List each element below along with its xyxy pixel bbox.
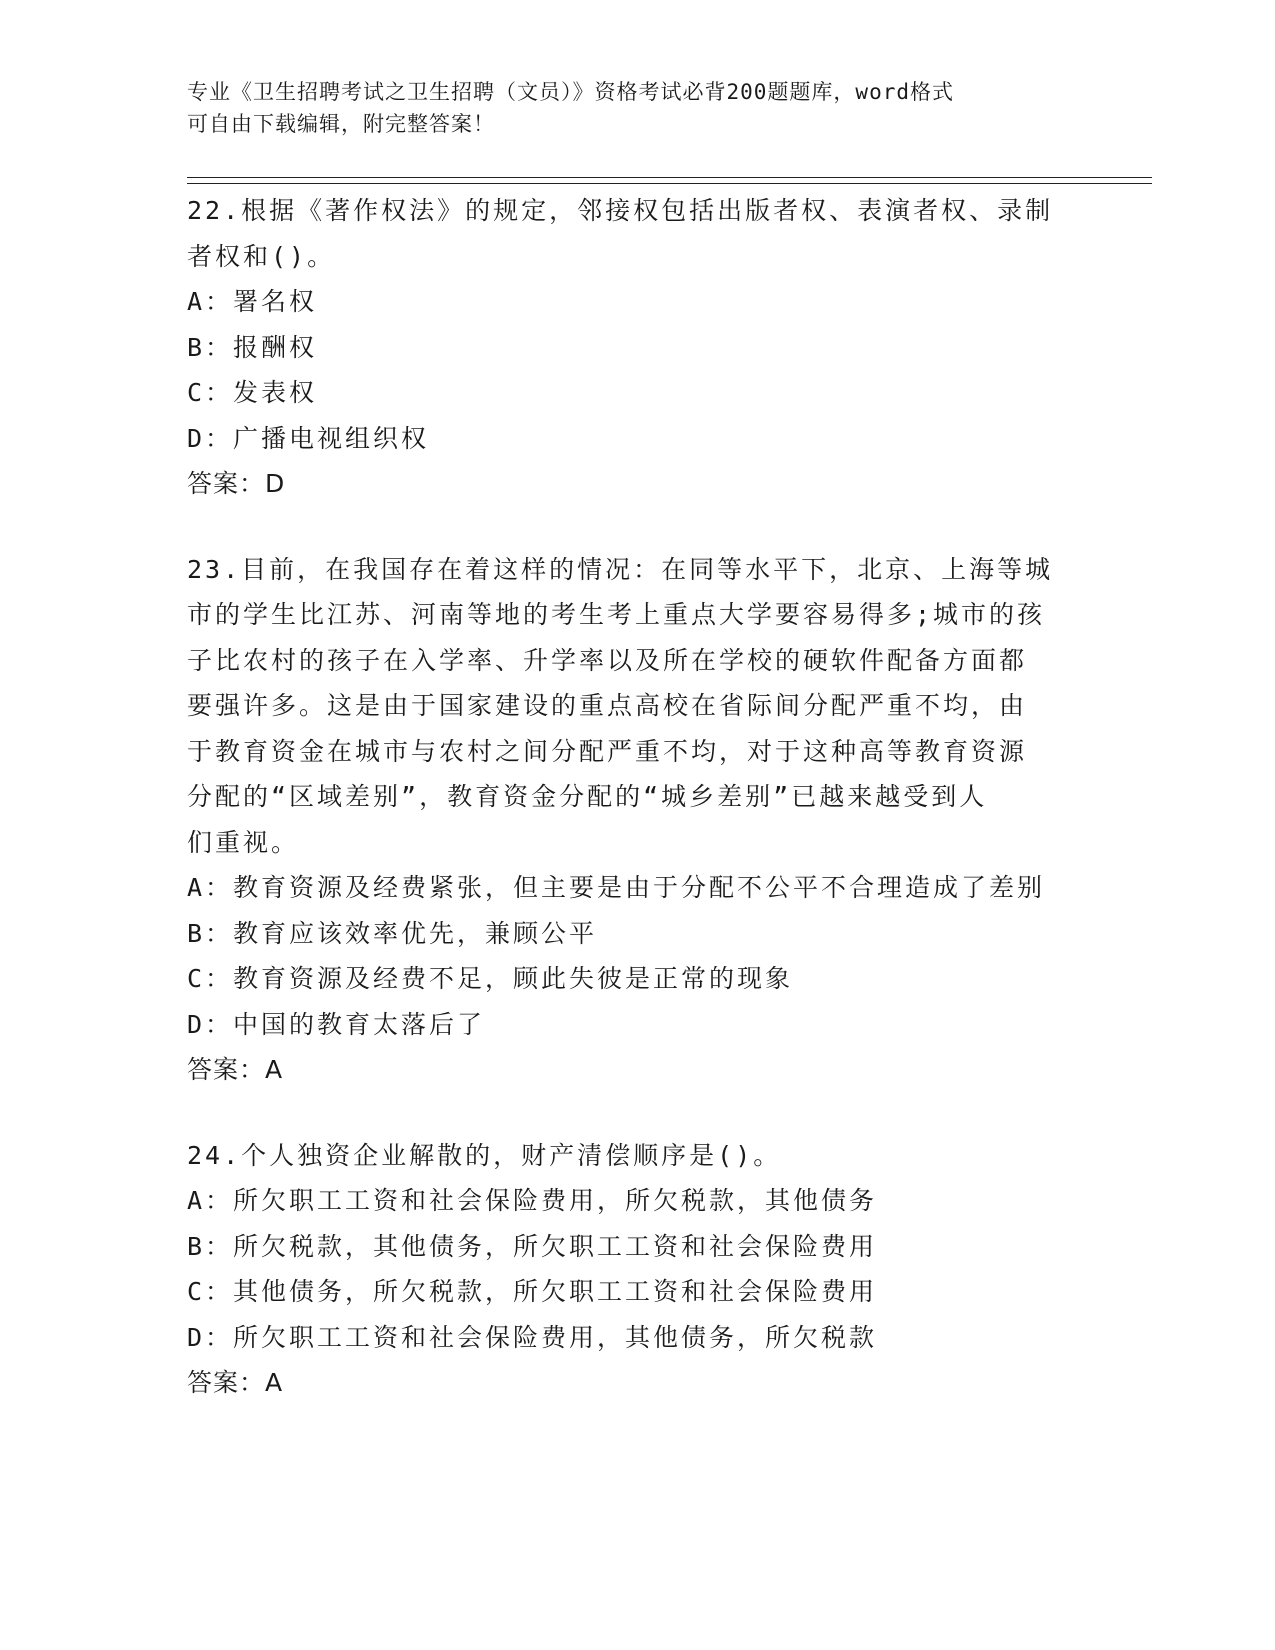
option-b: B：报酬权	[187, 332, 318, 362]
option-a: A：所欠职工工资和社会保险费用，所欠税款，其他债务	[187, 1186, 878, 1215]
answer-line: 答案：A	[187, 1055, 284, 1084]
header-divider-bottom	[187, 183, 1152, 184]
question-stem-line: 们重视。	[187, 827, 300, 857]
question-stem-line: 于教育资金在城市与农村之间分配严重不均，对于这种高等教育资源	[187, 736, 1028, 766]
question-stem-line: 22.根据《著作权法》的规定，邻接权包括出版者权、表演者权、录制	[187, 196, 1054, 225]
answer-line: 答案：D	[187, 469, 286, 498]
question-stem-line: 市的学生比江苏、河南等地的考生考上重点大学要容易得多;城市的孩	[187, 600, 1046, 629]
question-23	[187, 547, 1087, 1093]
question-stem-line: 分配的“区域差别”，教育资金分配的“城乡差别”已越来越受到人	[187, 782, 988, 811]
question-22	[187, 188, 1087, 507]
answer-line: 答案：A	[187, 1368, 284, 1397]
option-c: C：其他债务，所欠税款，所欠职工工资和社会保险费用	[187, 1277, 878, 1306]
document-header	[187, 76, 1067, 140]
question-24	[187, 1133, 1087, 1406]
option-a: A：教育资源及经费紧张，但主要是由于分配不公平不合理造成了差别	[187, 873, 1046, 902]
option-d: D：广播电视组织权	[187, 423, 430, 453]
question-list	[187, 188, 1087, 1446]
option-b: B：所欠税款，其他债务，所欠职工工资和社会保险费用	[187, 1231, 878, 1261]
question-stem-line: 24.个人独资企业解散的，财产清偿顺序是()。	[187, 1140, 782, 1170]
option-c: C：教育资源及经费不足，顾此失彼是正常的现象	[187, 964, 794, 993]
option-b: B：教育应该效率优先，兼顾公平	[187, 918, 598, 948]
option-a: A：署名权	[187, 287, 318, 316]
question-stem-line: 者权和()。	[187, 241, 336, 271]
question-stem-line: 23.目前，在我国存在着这样的情况：在同等水平下，北京、上海等城	[187, 554, 1054, 584]
question-stem-line: 子比农村的孩子在入学率、升学率以及所在学校的硬软件配备方面都	[187, 645, 1028, 675]
option-d: D：中国的教育太落后了	[187, 1009, 486, 1039]
option-d: D：所欠职工工资和社会保险费用，其他债务，所欠税款	[187, 1322, 878, 1352]
option-c: C：发表权	[187, 378, 318, 407]
header-divider-top	[187, 177, 1152, 178]
question-stem-line: 要强许多。这是由于国家建设的重点高校在省际间分配严重不均，由	[187, 691, 1028, 720]
header-line-1: 专业《卫生招聘考试之卫生招聘（文员）》资格考试必背200题题库，word格式	[187, 80, 954, 104]
header-line-2: 可自由下载编辑，附完整答案！	[187, 112, 495, 136]
